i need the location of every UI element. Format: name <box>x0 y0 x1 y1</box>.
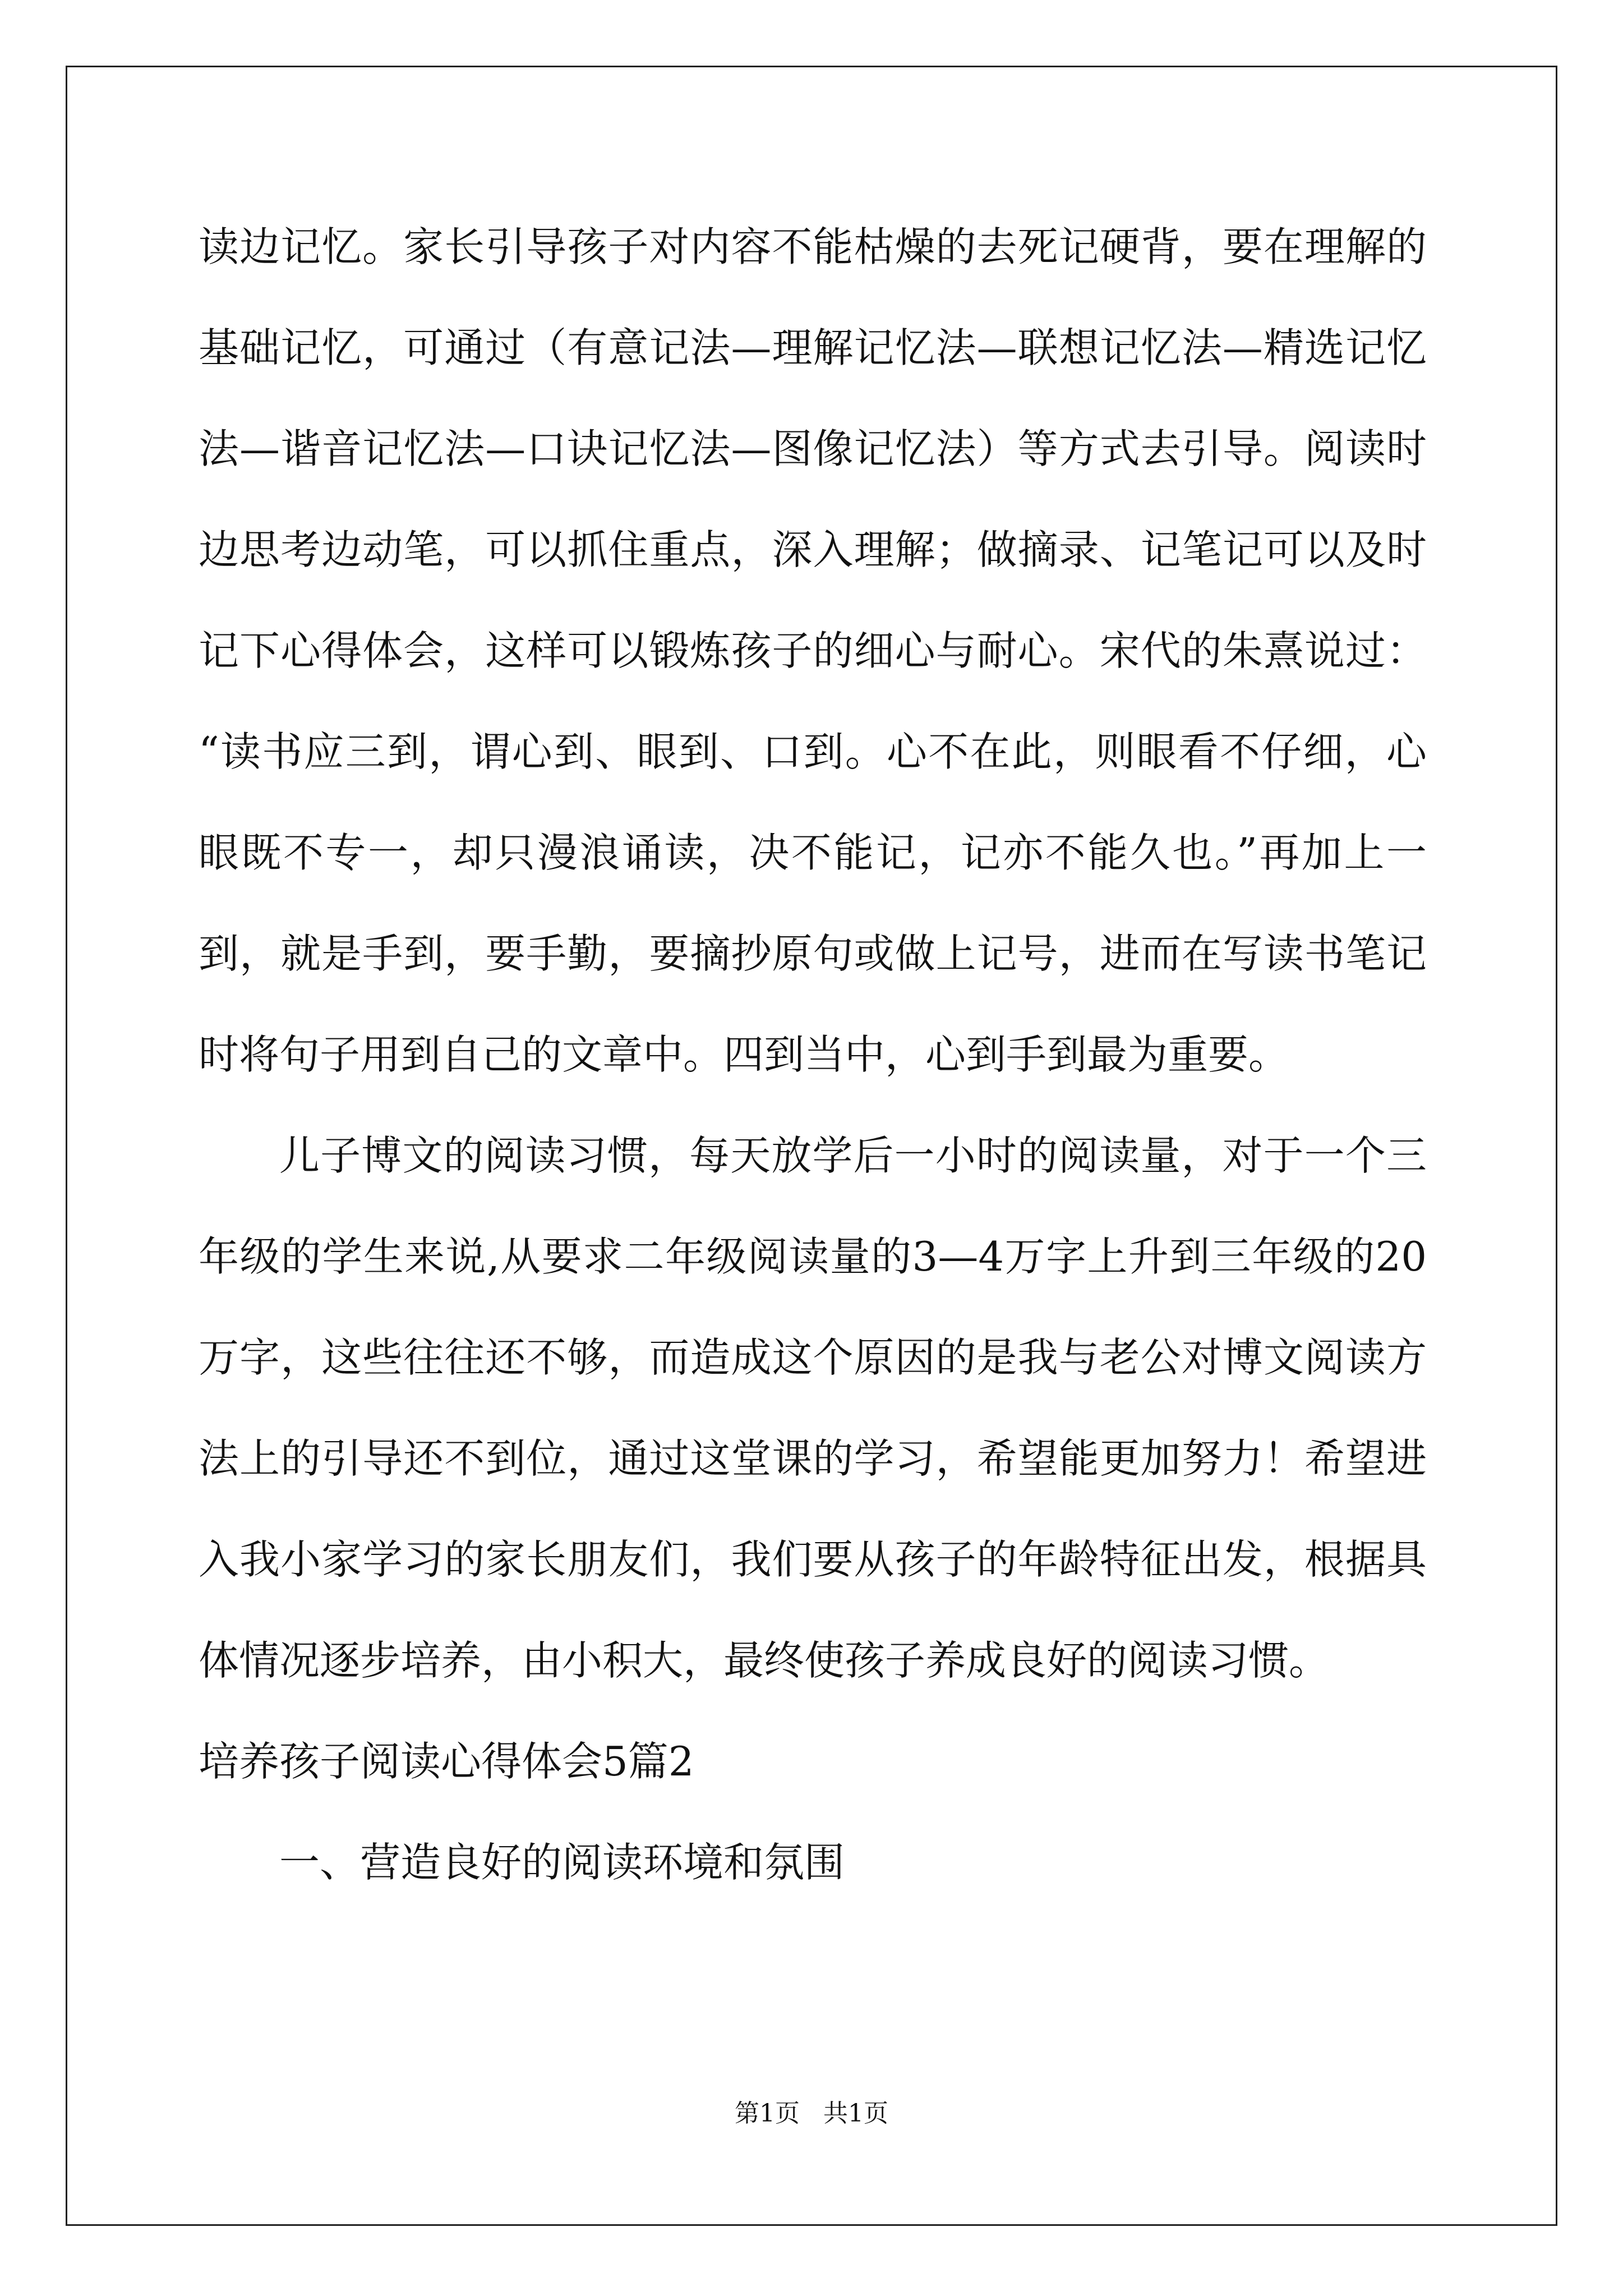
paragraph-2-line-6: 体情况逐步培养，由小积大，最终使孩子养成良好的阅读习惯。 <box>199 1637 1330 1684</box>
paragraph-1-line-4: 边思考边动笔，可以抓住重点，深入理解；做摘录、记笔记可以及时 <box>199 526 1427 573</box>
paragraph-1-line-3: 法—谐音记忆法—口诀记忆法—图像记忆法）等方式去引导。阅读时 <box>199 425 1427 472</box>
paragraph-1-line-2: 基础记忆，可通过（有意记法—理解记忆法—联想记忆法—精选记忆 <box>199 324 1427 371</box>
paragraph-1-line-1: 读边记忆。家长引导孩子对内容不能枯燥的去死记硬背，要在理解的 <box>199 223 1427 270</box>
paragraph-2-line-5: 入我小家学习的家长朋友们，我们要从孩子的年龄特征出发，根据具 <box>199 1536 1427 1583</box>
paragraph-1-line-6: “读书应三到，谓心到、眼到、口到。心不在此，则眼看不仔细，心 <box>199 728 1427 775</box>
paragraph-2-line-2: 年级的学生来说,从要求二年级阅读量的3—4万字上升到三年级的20 <box>199 1233 1427 1280</box>
page-footer: 第1页 共1页 <box>735 2099 888 2128</box>
paragraph-1-line-8: 到，就是手到，要手勤，要摘抄原句或做上记号，进而在写读书笔记 <box>199 930 1427 977</box>
paragraph-1-line-5: 记下心得体会，这样可以锻炼孩子的细心与耐心。宋代的朱熹说过： <box>199 627 1427 674</box>
subheading: 一、营造良好的阅读环境和氛围 <box>279 1839 845 1886</box>
paragraph-2-line-1: 儿子博文的阅读习惯，每天放学后一小时的阅读量，对于一个三 <box>279 1132 1427 1179</box>
paragraph-2-line-3: 万字，这些往往还不够，而造成这个原因的是我与老公对博文阅读方 <box>199 1334 1427 1381</box>
section-title: 培养孩子阅读心得体会5篇2 <box>199 1738 694 1785</box>
paragraph-2-line-4: 法上的引导还不到位，通过这堂课的学习，希望能更加努力！希望进 <box>199 1435 1427 1482</box>
paragraph-1-line-7: 眼既不专一，却只漫浪诵读，决不能记，记亦不能久也。”再加上一 <box>199 829 1427 876</box>
paragraph-1-line-9: 时将句子用到自己的文章中。四到当中，心到手到最为重要。 <box>199 1031 1289 1078</box>
